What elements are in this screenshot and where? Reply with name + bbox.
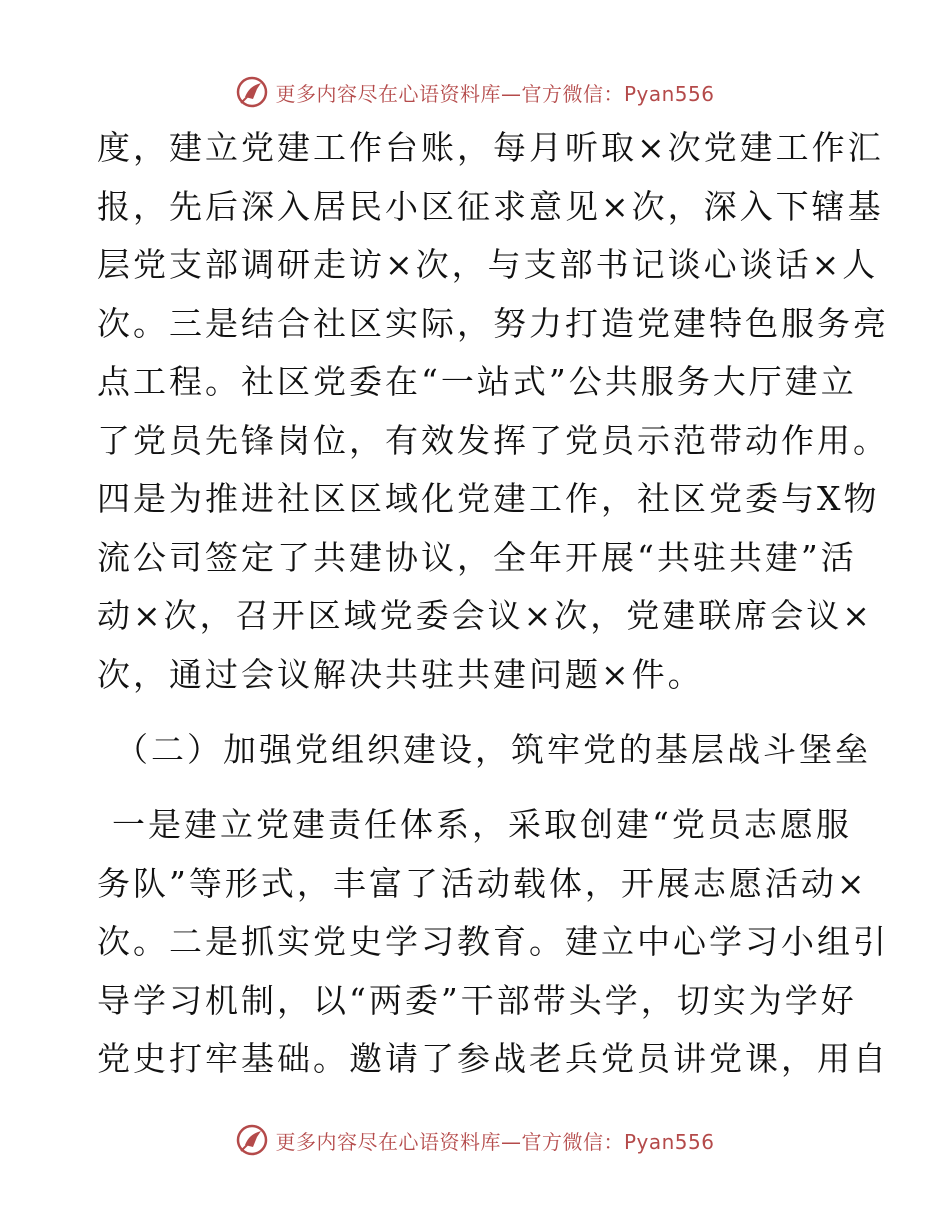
body-line: 度，建立党建工作台账，每月听取×次党建工作汇 xyxy=(97,128,884,167)
body-line: 导学习机制，以“两委”干部带头学，切实为学好 xyxy=(97,981,857,1020)
watermark-text: 更多内容尽在心语资料库—官方微信：Pyan556 xyxy=(275,1129,715,1154)
body-line: 次，通过会议解决共驻共建问题×件。 xyxy=(97,655,704,694)
brand-logo-icon xyxy=(235,75,269,109)
body-line: 务队”等形式，丰富了活动载体，开展志愿活动× xyxy=(97,864,868,903)
watermark-text: 更多内容尽在心语资料库—官方微信：Pyan556 xyxy=(275,81,715,106)
footer-watermark-banner xyxy=(0,1120,950,1160)
body-line: 次。三是结合社区实际，努力打造党建特色服务亮 xyxy=(97,304,889,343)
body-line: 层党支部调研走访×次，与支部书记谈心谈话×人 xyxy=(97,245,879,284)
body-line: 次。二是抓实党史学习教育。建立中心学习小组引 xyxy=(97,922,889,961)
body-line: 一是建立党建责任体系，采取创建“党员志愿服 xyxy=(112,805,852,844)
body-line: 报，先后深入居民小区征求意见×次，深入下辖基 xyxy=(97,187,884,226)
body-line: 了党员先锋岗位，有效发挥了党员示范带动作用。 xyxy=(97,421,889,460)
brand-logo-icon xyxy=(235,1123,269,1157)
body-line: 流公司签定了共建协议，全年开展“共驻共建”活 xyxy=(97,538,857,577)
body-line: 四是为推进社区区域化党建工作，社区党委与X物 xyxy=(97,479,880,518)
body-line: 动×次，召开区域党委会议×次，党建联席会议× xyxy=(97,596,873,635)
body-line: 点工程。社区党委在“一站式”公共服务大厅建立 xyxy=(97,362,857,401)
body-line: 党史打牢基础。邀请了参战老兵党员讲党课，用自 xyxy=(97,1039,889,1078)
section-heading: （二）加强党组织建设，筑牢党的基层战斗堡垒 xyxy=(115,730,871,769)
header-watermark-banner xyxy=(0,72,950,112)
